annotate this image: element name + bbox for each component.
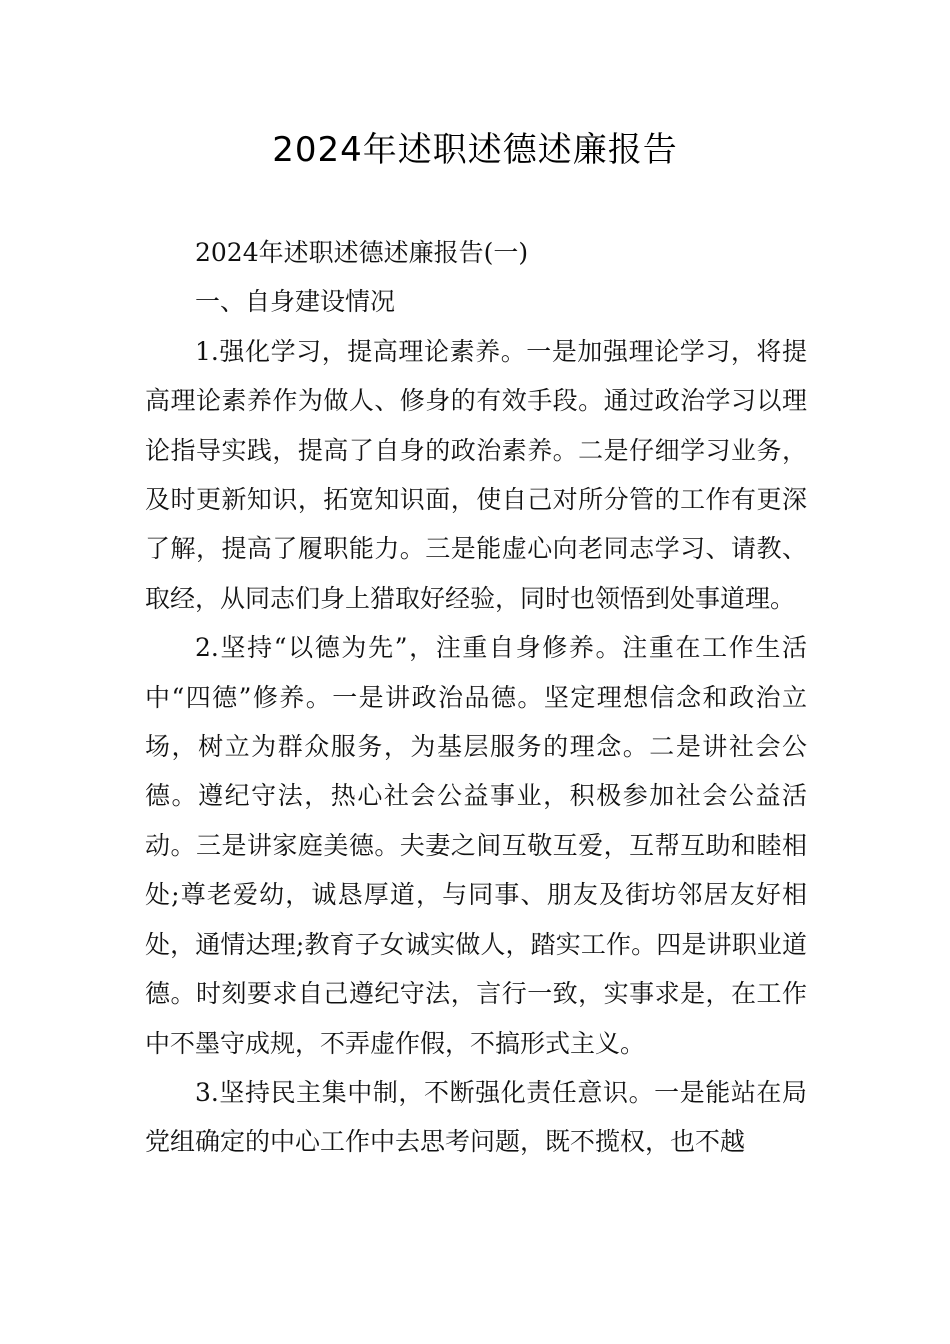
- paragraph-3: 3.坚持民主集中制，不断强化责任意识。一是能站在局党组确定的中心工作中去思考问题，既不揽权，也不越: [145, 1077, 807, 1157]
- paragraph-2: 2.坚持“以德为先”，注重自身修养。注重在工作生活中“四德”修养。一是讲政治品德。坚定理想信念和政治立场，树立为群众服务，为基层服务的理念。二是讲社会公德。遵纪守法，热心社会公益事业，积极参加社会公益活动。三是讲家庭美德。夫妻之间互敬互爱，互帮互助和睦相处;尊老爱幼，诚恳厚道，与同事、朋友及街坊邻居友好相处，通情达理;教育子女诚实做人，踏实工作。四是讲职业道德。时刻要求自己遵纪守法，言行一致，实事求是，在工作中不墨守成规，不弄虚作假，不搞形式主义。: [145, 633, 807, 1058]
- section-heading: 一、自身建设情况: [195, 287, 396, 317]
- document-body: [145, 228, 807, 1167]
- report-subtitle: 2024年述职述德述廉报告(一): [195, 238, 529, 267]
- document-title: 2024年述职述德述廉报告: [272, 130, 678, 170]
- paragraph-1: 1.强化学习，提高理论素养。一是加强理论学习，将提高理论素养作为做人、修身的有效手段。通过政治学习以理论指导实践，提高了自身的政治素养。二是仔细学习业务，及时更新知识，拓宽知识面，使自己对所分管的工作有更深了解，提高了履职能力。三是能虚心向老同志学习、请教、取经，从同志们身上猎取好经验，同时也领悟到处事道理。: [145, 336, 807, 613]
